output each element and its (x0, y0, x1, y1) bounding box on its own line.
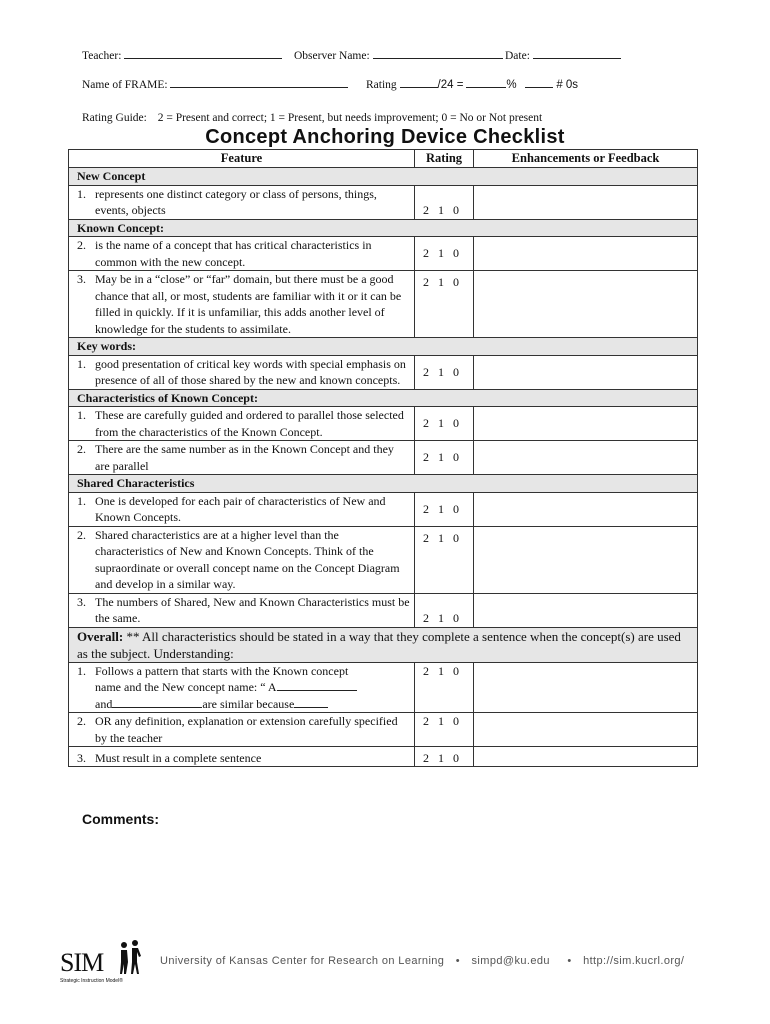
new-concept-blank[interactable] (277, 679, 357, 691)
section-row (69, 389, 698, 407)
item-number: 2. (77, 714, 86, 728)
item-text-line1: Follows a pattern that starts with the Known concept (95, 663, 349, 678)
section-row (69, 168, 698, 186)
item-cell (69, 526, 415, 593)
known-concept-blank[interactable] (112, 696, 202, 708)
item-text: Shared characteristics are at a higher level than the characteristics of New and Known Concepts. Think of the supraordinate or overall concept name on the Concept Diagram and develop in a similar way. (95, 527, 400, 591)
zeros-field[interactable] (525, 76, 553, 88)
table-row (69, 492, 698, 526)
rating-cell[interactable]: 2 1 0 (415, 237, 474, 271)
item-text: The numbers of Shared, New and Known Characteristics must be the same. (95, 594, 410, 625)
rating-cell[interactable]: 2 1 0 (415, 185, 474, 219)
section-title: Known Concept: (69, 219, 698, 237)
rating-cell[interactable]: 2 1 0 (415, 747, 474, 767)
item-text-line3b: are similar because (202, 696, 295, 711)
section-title: New Concept (69, 168, 698, 186)
feedback-cell[interactable] (474, 185, 698, 219)
rating-cell[interactable]: 2 1 0 (415, 662, 474, 713)
footer-url[interactable]: http://sim.kucrl.org/ (583, 955, 685, 967)
item-number: 2. (77, 527, 86, 542)
item-text-line2: name and the New concept name: “ A (95, 680, 277, 694)
feedback-cell[interactable] (474, 662, 698, 713)
table-row (69, 355, 698, 389)
item-cell (69, 441, 415, 475)
table-row (69, 662, 698, 713)
item-text-line3a: and (95, 696, 113, 711)
footer-bullet: • (455, 955, 461, 967)
feedback-cell[interactable] (474, 271, 698, 338)
date-label: Date: (505, 50, 530, 62)
frame-field[interactable] (170, 76, 348, 88)
rating-row (366, 76, 578, 91)
feedback-cell[interactable] (474, 407, 698, 441)
rating-cell[interactable]: 2 1 0 (415, 593, 474, 627)
overall-row (69, 627, 698, 662)
item-number: 1. (77, 493, 86, 508)
feedback-cell[interactable] (474, 593, 698, 627)
rating-cell[interactable]: 2 1 0 (415, 713, 474, 747)
item-cell (69, 662, 415, 713)
observer-field[interactable] (373, 47, 503, 59)
item-number: 1. (77, 663, 86, 678)
rating-label: Rating (366, 79, 397, 91)
item-number: 2. (77, 238, 86, 252)
rating-cell[interactable]: 2 1 0 (415, 271, 474, 338)
rating-guide (82, 112, 542, 124)
table-row (69, 441, 698, 475)
rating-percent-field[interactable] (466, 76, 506, 88)
table-header-row (69, 150, 698, 168)
item-text: is the name of a concept that has critical characteristics in common with the new concept. (95, 238, 372, 269)
frame-row (82, 76, 348, 91)
table-row (69, 526, 698, 593)
item-cell (69, 237, 415, 271)
item-text: There are the same number as in the Known Concept and they are parallel (95, 442, 394, 473)
section-title: Key words: (69, 338, 698, 356)
observer-row (294, 47, 503, 62)
item-cell (69, 355, 415, 389)
comments-label: Comments: (82, 811, 160, 827)
table-row (69, 237, 698, 271)
item-cell (69, 185, 415, 219)
rating-score-field[interactable] (400, 76, 438, 88)
col-feedback: Enhancements or Feedback (474, 150, 698, 168)
table-row (69, 593, 698, 627)
teacher-label: Teacher: (82, 50, 122, 62)
item-text: Must result in a complete sentence (95, 750, 262, 765)
item-cell (69, 713, 415, 747)
table-row (69, 271, 698, 338)
feedback-cell[interactable] (474, 237, 698, 271)
guide-text: 2 = Present and correct; 1 = Present, but needs improvement; 0 = No or Not present (157, 112, 543, 124)
rating-cell[interactable]: 2 1 0 (415, 407, 474, 441)
item-number: 3. (77, 272, 86, 286)
item-number: 1. (77, 408, 86, 422)
item-text: May be in a “close” or “far” domain, but there must be a good chance that all, or most, students are familiar with it or it can be filled in quickly. If it is unfamiliar, this adds another level of knowledge for the students to assimilate. (95, 272, 402, 336)
item-text: represents one distinct category or class of persons, things, events, objects (95, 186, 377, 217)
item-text: One is developed for each pair of characteristics of New and Known Concepts. (95, 493, 386, 524)
section-row (69, 338, 698, 356)
sim-tagline: Strategic Instruction Model® (60, 978, 123, 984)
frame-label: Name of FRAME: (82, 79, 168, 91)
item-number: 3. (77, 750, 86, 765)
col-rating: Rating (415, 150, 474, 168)
footer-email[interactable]: simpd@ku.edu (471, 955, 550, 967)
item-cell (69, 593, 415, 627)
feedback-cell[interactable] (474, 713, 698, 747)
table-row (69, 185, 698, 219)
item-text: OR any definition, explanation or extension carefully specified by the teacher (95, 714, 398, 745)
feedback-cell[interactable] (474, 441, 698, 475)
table-row (69, 713, 698, 747)
section-title: Characteristics of Known Concept: (69, 389, 698, 407)
rating-cell[interactable]: 2 1 0 (415, 355, 474, 389)
section-row (69, 475, 698, 493)
people-figures-icon (116, 940, 146, 976)
rating-of: /24 = (437, 79, 464, 91)
overall-label: Overall: (77, 628, 124, 644)
section-row (69, 219, 698, 237)
item-number: 3. (77, 594, 86, 609)
table-row (69, 747, 698, 767)
feedback-cell[interactable] (474, 526, 698, 593)
sim-logo (58, 940, 154, 988)
section-title: Shared Characteristics (69, 475, 698, 493)
rating-percent-sign: % (506, 79, 517, 91)
item-number: 2. (77, 442, 86, 456)
rating-cell[interactable]: 2 1 0 (415, 526, 474, 593)
because-blank[interactable] (294, 696, 328, 708)
checklist-table (68, 149, 698, 767)
feedback-cell[interactable] (474, 492, 698, 526)
date-row (505, 47, 621, 62)
overall-text: ** All characteristics should be stated in a way that they complete a sentence when the concept(s) are used as the subject. Understanding: (77, 628, 681, 661)
item-cell (69, 407, 415, 441)
date-field[interactable] (533, 47, 621, 59)
footer (160, 955, 684, 967)
table-row (69, 407, 698, 441)
observer-label: Observer Name: (294, 50, 370, 62)
item-cell (69, 492, 415, 526)
feedback-cell[interactable] (474, 355, 698, 389)
feedback-cell[interactable] (474, 747, 698, 767)
item-text: These are carefully guided and ordered to parallel those selected from the characteristics of the Known Concept. (95, 408, 404, 439)
item-number: 1. (77, 356, 86, 371)
col-feature: Feature (69, 150, 415, 168)
item-cell (69, 747, 415, 767)
rating-cell[interactable]: 2 1 0 (415, 441, 474, 475)
guide-label: Rating Guide: (82, 112, 147, 124)
rating-cell[interactable]: 2 1 0 (415, 492, 474, 526)
item-cell (69, 271, 415, 338)
sim-logo-text: SIM (60, 948, 104, 977)
footer-org: University of Kansas Center for Research on Learning (160, 955, 445, 967)
footer-bullet: • (567, 955, 572, 967)
teacher-field[interactable] (124, 47, 282, 59)
item-text: good presentation of critical key words with special emphasis on presence of all of those shared by the new and known concepts. (95, 356, 406, 387)
zeros-label: # 0s (556, 79, 579, 91)
item-number: 1. (77, 186, 86, 201)
page-title: Concept Anchoring Device Checklist (205, 126, 565, 148)
overall-cell (69, 627, 698, 662)
teacher-row (82, 47, 282, 62)
